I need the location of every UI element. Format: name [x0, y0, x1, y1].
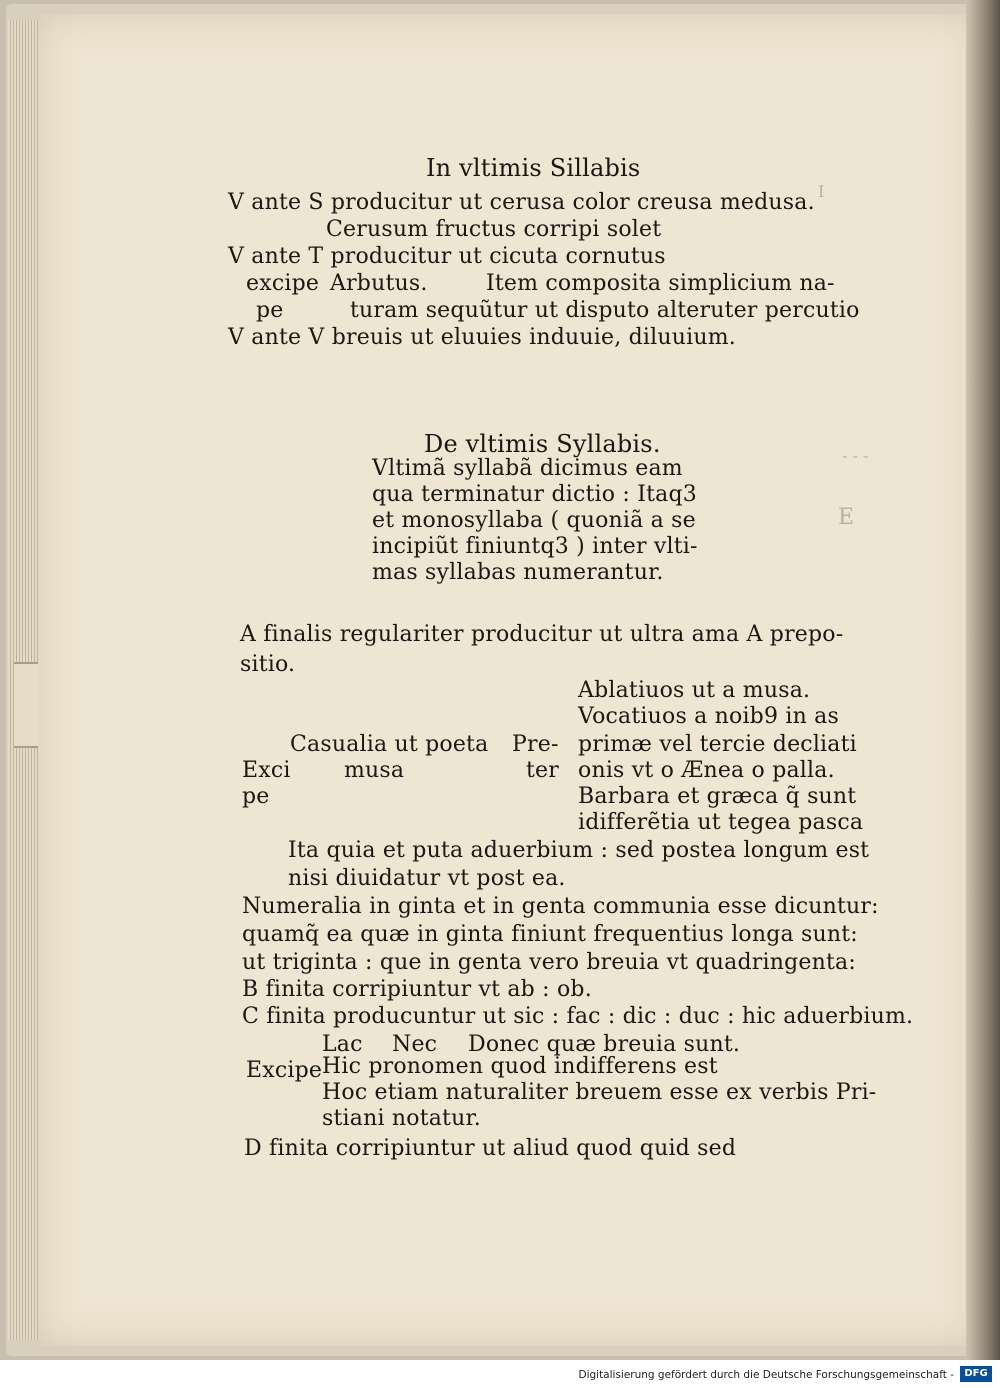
text-line: Excipe — [246, 1058, 323, 1083]
text-line: Ablatiuos ut a musa. — [578, 678, 811, 703]
show-through-text: - - - — [842, 446, 869, 465]
binding-gutter — [966, 0, 1000, 1360]
text-line: Cerusum fructus corripi solet — [326, 217, 662, 242]
text-line: qua terminatur dictio : Itaq3 — [372, 482, 697, 507]
text-line: turam sequũtur ut disputo alteruter percutio — [350, 298, 860, 323]
dfg-logo-icon[interactable]: DFG — [960, 1366, 992, 1382]
text-line: primæ vel tercie decliati — [578, 732, 857, 757]
text-line: V ante T producitur ut cicuta cornutus — [228, 244, 666, 269]
text-line: mas syllabas numerantur. — [372, 560, 664, 585]
text-line: C finita producuntur ut sic : fac : dic : duc : hic aduerbium. — [242, 1004, 914, 1029]
text-line: Nec — [392, 1032, 438, 1057]
text-line: B finita corripiuntur vt ab : ob. — [242, 977, 592, 1002]
text-line: Vltimã syllabã dicimus eam — [372, 456, 683, 481]
footer-bar — [0, 1360, 1000, 1388]
text-line: Lac — [322, 1032, 363, 1057]
text-line: Hoc etiam naturaliter breuem esse ex verbis Pri- — [322, 1080, 877, 1105]
text-line: Casualia ut poeta — [290, 732, 489, 757]
text-line: V ante S producitur ut cerusa color creusa medusa. — [228, 190, 815, 215]
text-line: sitio. — [240, 652, 296, 677]
text-line: quamq̃ ea quæ in ginta finiunt frequentius longa sunt: — [242, 922, 858, 947]
text-line: stiani notatur. — [322, 1106, 481, 1131]
text-line: Exci — [242, 758, 291, 783]
text-line: ut triginta : que in genta vero breuia vt quadringenta: — [242, 950, 856, 975]
text-line: excipe — [246, 271, 320, 296]
text-line: incipiũt finiuntq3 ) inter vlti- — [372, 534, 698, 559]
section-heading: In vltimis Sillabis — [426, 154, 641, 182]
text-line: Pre- — [512, 732, 559, 757]
show-through-text: E — [838, 505, 855, 530]
text-line: Numeralia in ginta et in genta communia esse dicuntur: — [242, 894, 879, 919]
text-line: A finalis regulariter producitur ut ultra ama A prepo- — [240, 622, 844, 647]
text-line: Hic pronomen quod indifferens est — [322, 1054, 718, 1079]
text-line: D finita corripiuntur ut aliud quod quid sed — [244, 1136, 737, 1161]
section-heading: De vltimis Syllabis. — [424, 430, 661, 458]
text-line: onis vt o Ænea o palla. — [578, 758, 835, 783]
funding-credit: Digitalisierung gefördert durch die Deutsche Forschungsgemeinschaft - — [578, 1369, 954, 1381]
text-line: Item composita simplicium na- — [486, 271, 835, 296]
text-line: idifferẽtia ut tegea pasca — [578, 810, 864, 835]
text-line: V ante V breuis ut eluuies induuie, diluuium. — [228, 325, 736, 350]
text-line: Ita quia et puta aduerbium : sed postea longum est — [288, 838, 870, 863]
show-through-text: I — [818, 182, 825, 201]
text-line: Vocatiuos a noib9 in as — [578, 704, 839, 729]
text-line: Donec quæ breuia sunt. — [468, 1032, 741, 1057]
text-line: pe — [256, 298, 284, 323]
text-line: nisi diuidatur vt post ea. — [288, 866, 566, 891]
text-line: et monosyllaba ( quoniã a se — [372, 508, 696, 533]
text-line: ter — [526, 758, 559, 783]
text-line: pe — [242, 784, 270, 809]
text-line: Barbara et græca q̃ sunt — [578, 784, 857, 809]
text-line: Arbutus. — [330, 271, 428, 296]
text-line: musa — [344, 758, 405, 783]
